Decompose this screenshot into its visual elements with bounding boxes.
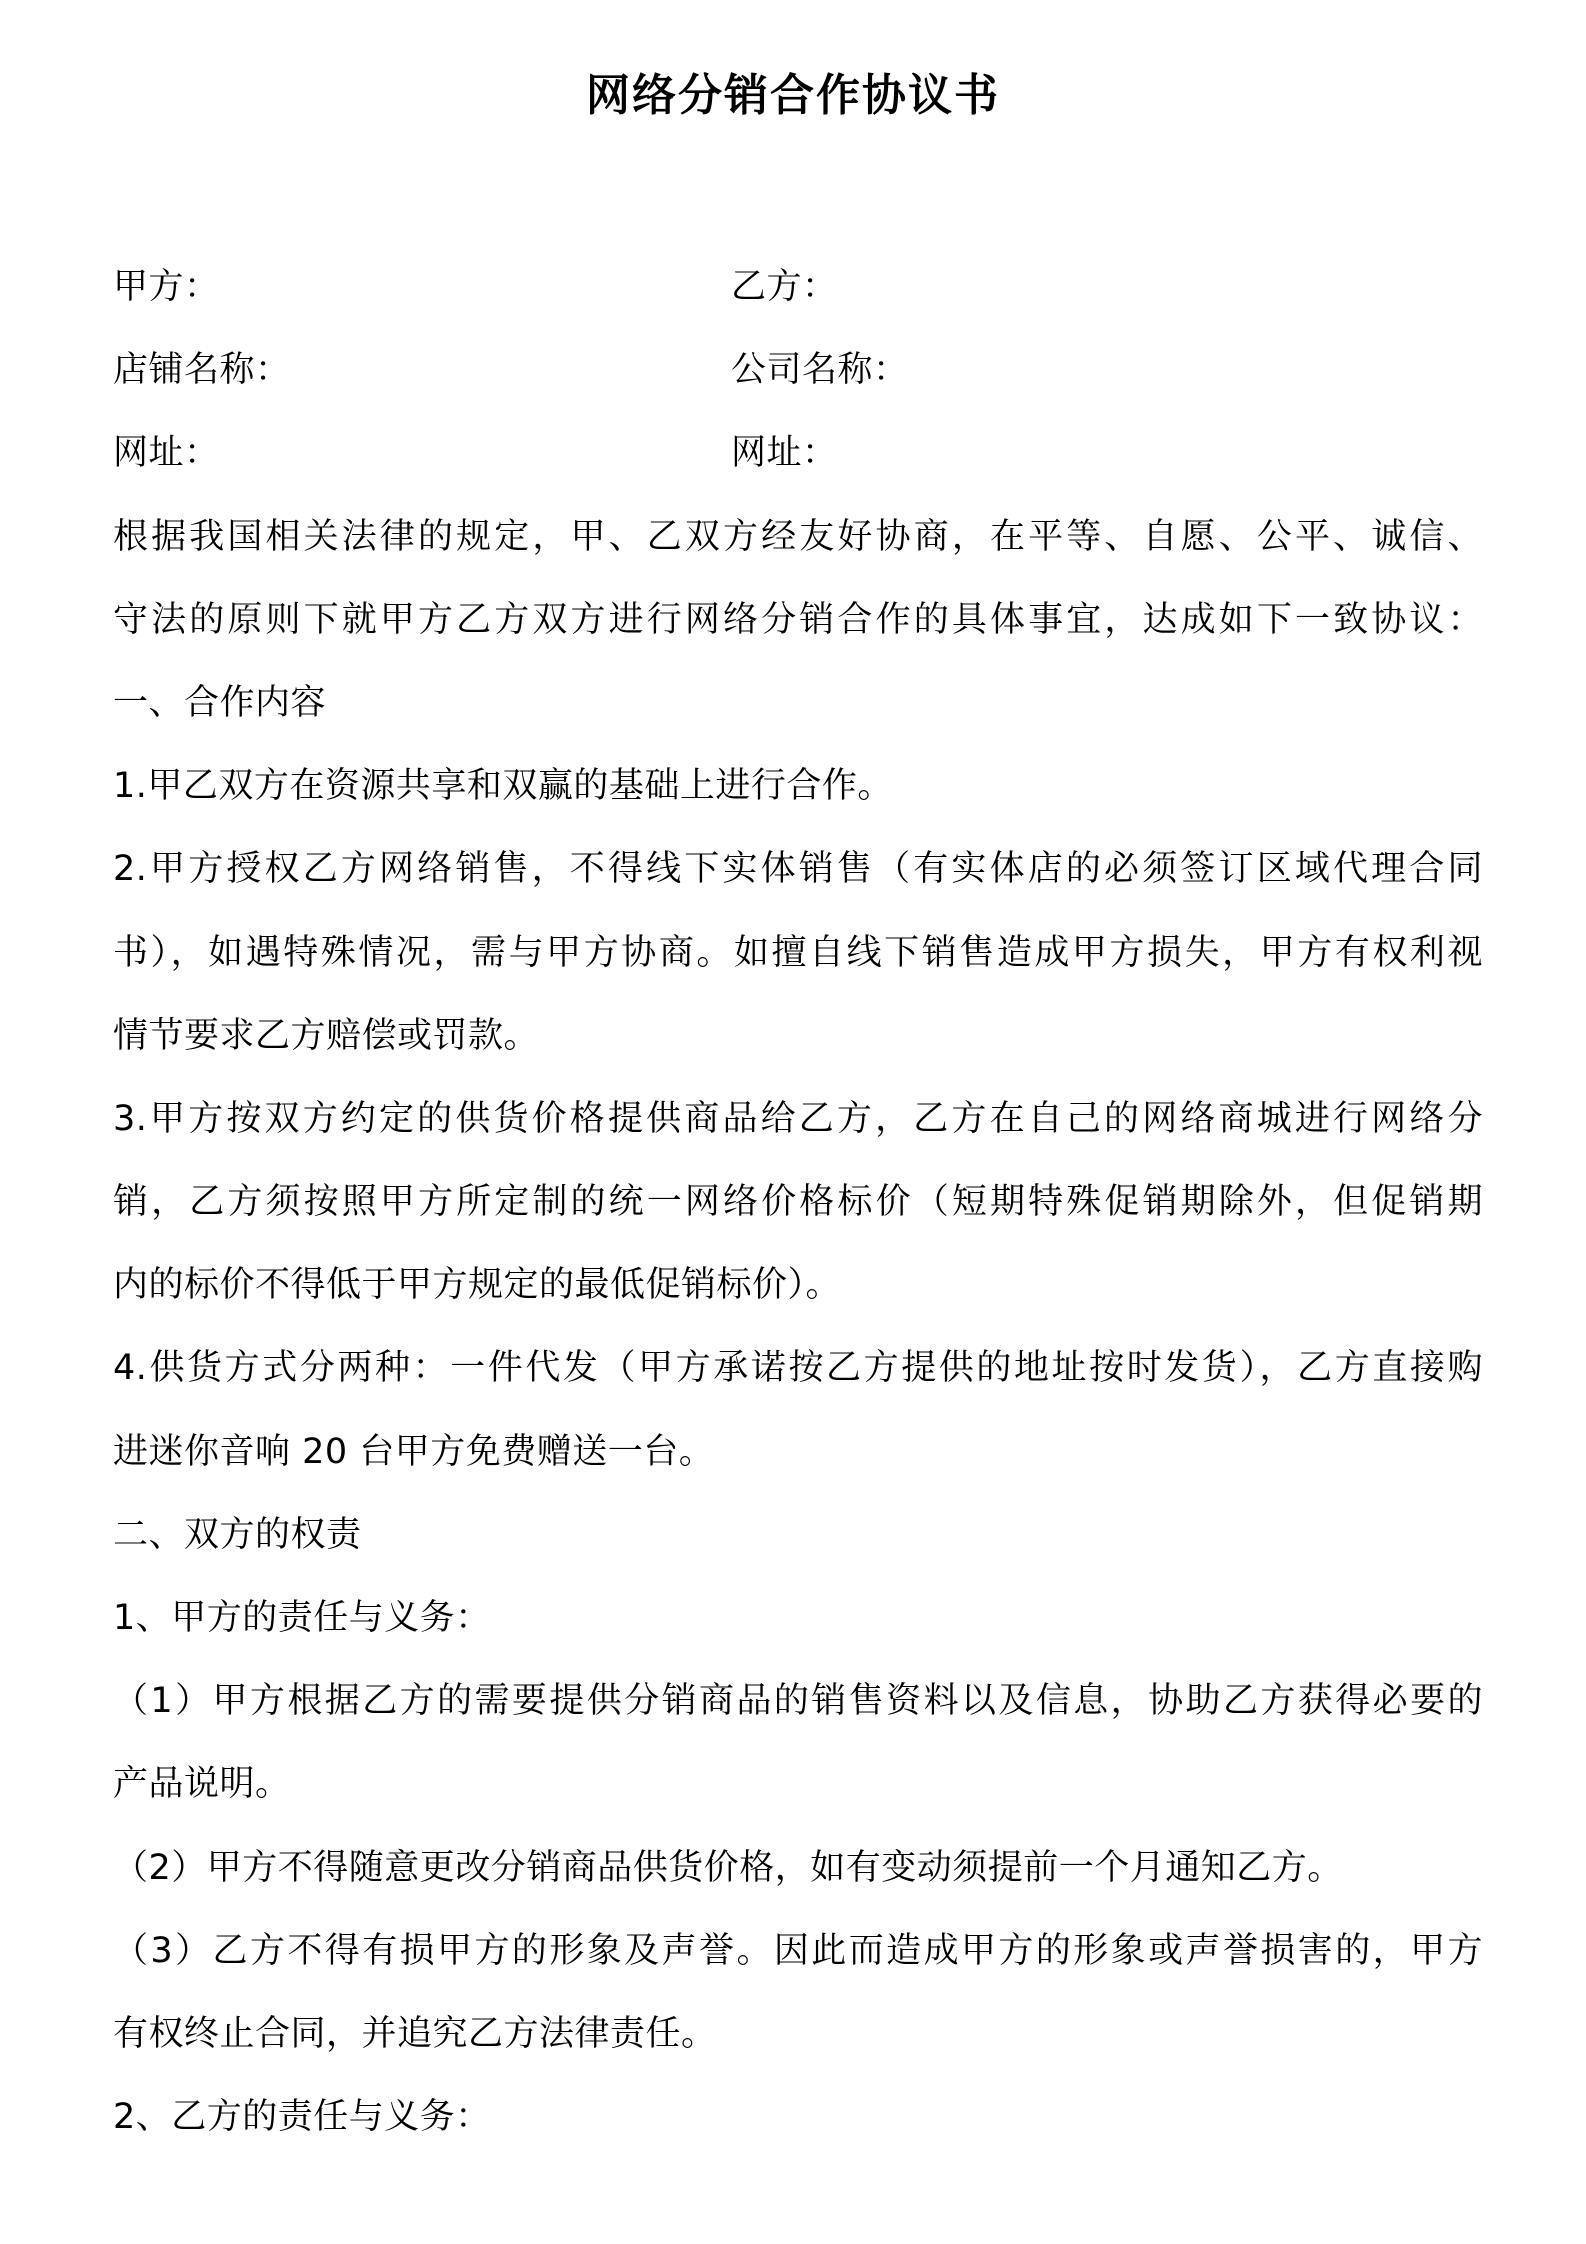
- website-b-label: 网址：: [731, 433, 838, 474]
- clause-3-line-1: 3.甲方按双方约定的供货价格提供商品给乙方，乙方在自己的网络商城进行网络分: [113, 1098, 1483, 1139]
- subsection-heading: 2、乙方的责任与义务：: [113, 2097, 491, 2138]
- clause-4-line-1: 4.供货方式分两种：一件代发（甲方承诺按乙方提供的地址按时发货），乙方直接购: [113, 1348, 1483, 1389]
- clause-2-line-2: 书），如遇特殊情况，需与甲方协商。如擅自线下销售造成甲方损失，甲方有权利视: [113, 932, 1483, 973]
- document-title: 网络分销合作协议书: [586, 70, 1000, 121]
- duty-1-line-2: 产品说明。: [113, 1764, 291, 1805]
- clause-1-line-1: 1.甲乙双方在资源共享和双赢的基础上进行合作。: [113, 766, 893, 807]
- section-heading: 二、双方的权责: [113, 1514, 362, 1555]
- duty-3-line-2: 有权终止合同，并追究乙方法律责任。: [113, 2013, 717, 2054]
- clause-3-line-2: 销，乙方须按照甲方所定制的统一网络价格标价（短期特殊促销期除外，但促销期: [113, 1182, 1483, 1223]
- duty-1-line-1: （1）甲方根据乙方的需要提供分销商品的销售资料以及信息，协助乙方获得必要的: [113, 1681, 1483, 1722]
- duty-2-line-1: （2）甲方不得随意更改分销商品供货价格，如有变动须提前一个月通知乙方。: [113, 1847, 1343, 1888]
- party-a-label: 甲方：: [113, 267, 220, 307]
- name-row: [113, 329, 1483, 412]
- company-name-label: 公司名称：: [731, 350, 909, 391]
- website-a-label: 网址：: [113, 433, 220, 474]
- preamble-line-2: 守法的原则下就甲方乙方双方进行网络分销合作的具体事宜，达成如下一致协议：: [113, 599, 1483, 640]
- party-row: [113, 246, 1483, 329]
- section-heading: 一、合作内容: [113, 682, 327, 723]
- clause-2-line-3: 情节要求乙方赔偿或罚款。: [113, 1015, 540, 1056]
- store-name-label: 店铺名称：: [113, 350, 291, 391]
- preamble-line-1: 根据我国相关法律的规定，甲、乙双方经友好协商，在平等、自愿、公平、诚信、: [113, 516, 1483, 557]
- document-body: [113, 246, 1483, 2159]
- clause-4-line-2: 进迷你音响 20 台甲方免费赠送一台。: [113, 1431, 715, 1472]
- clause-2-line-1: 2.甲方授权乙方网络销售，不得线下实体销售（有实体店的必须签订区域代理合同: [113, 849, 1483, 890]
- party-b-label: 乙方：: [731, 267, 838, 307]
- subsection-heading: 1、甲方的责任与义务：: [113, 1598, 491, 1638]
- duty-3-line-1: （3）乙方不得有损甲方的形象及声誉。因此而造成甲方的形象或声誉损害的，甲方: [113, 1930, 1483, 1971]
- website-row: [113, 412, 1483, 495]
- clause-3-line-3: 内的标价不得低于甲方规定的最低促销标价）。: [113, 1265, 842, 1306]
